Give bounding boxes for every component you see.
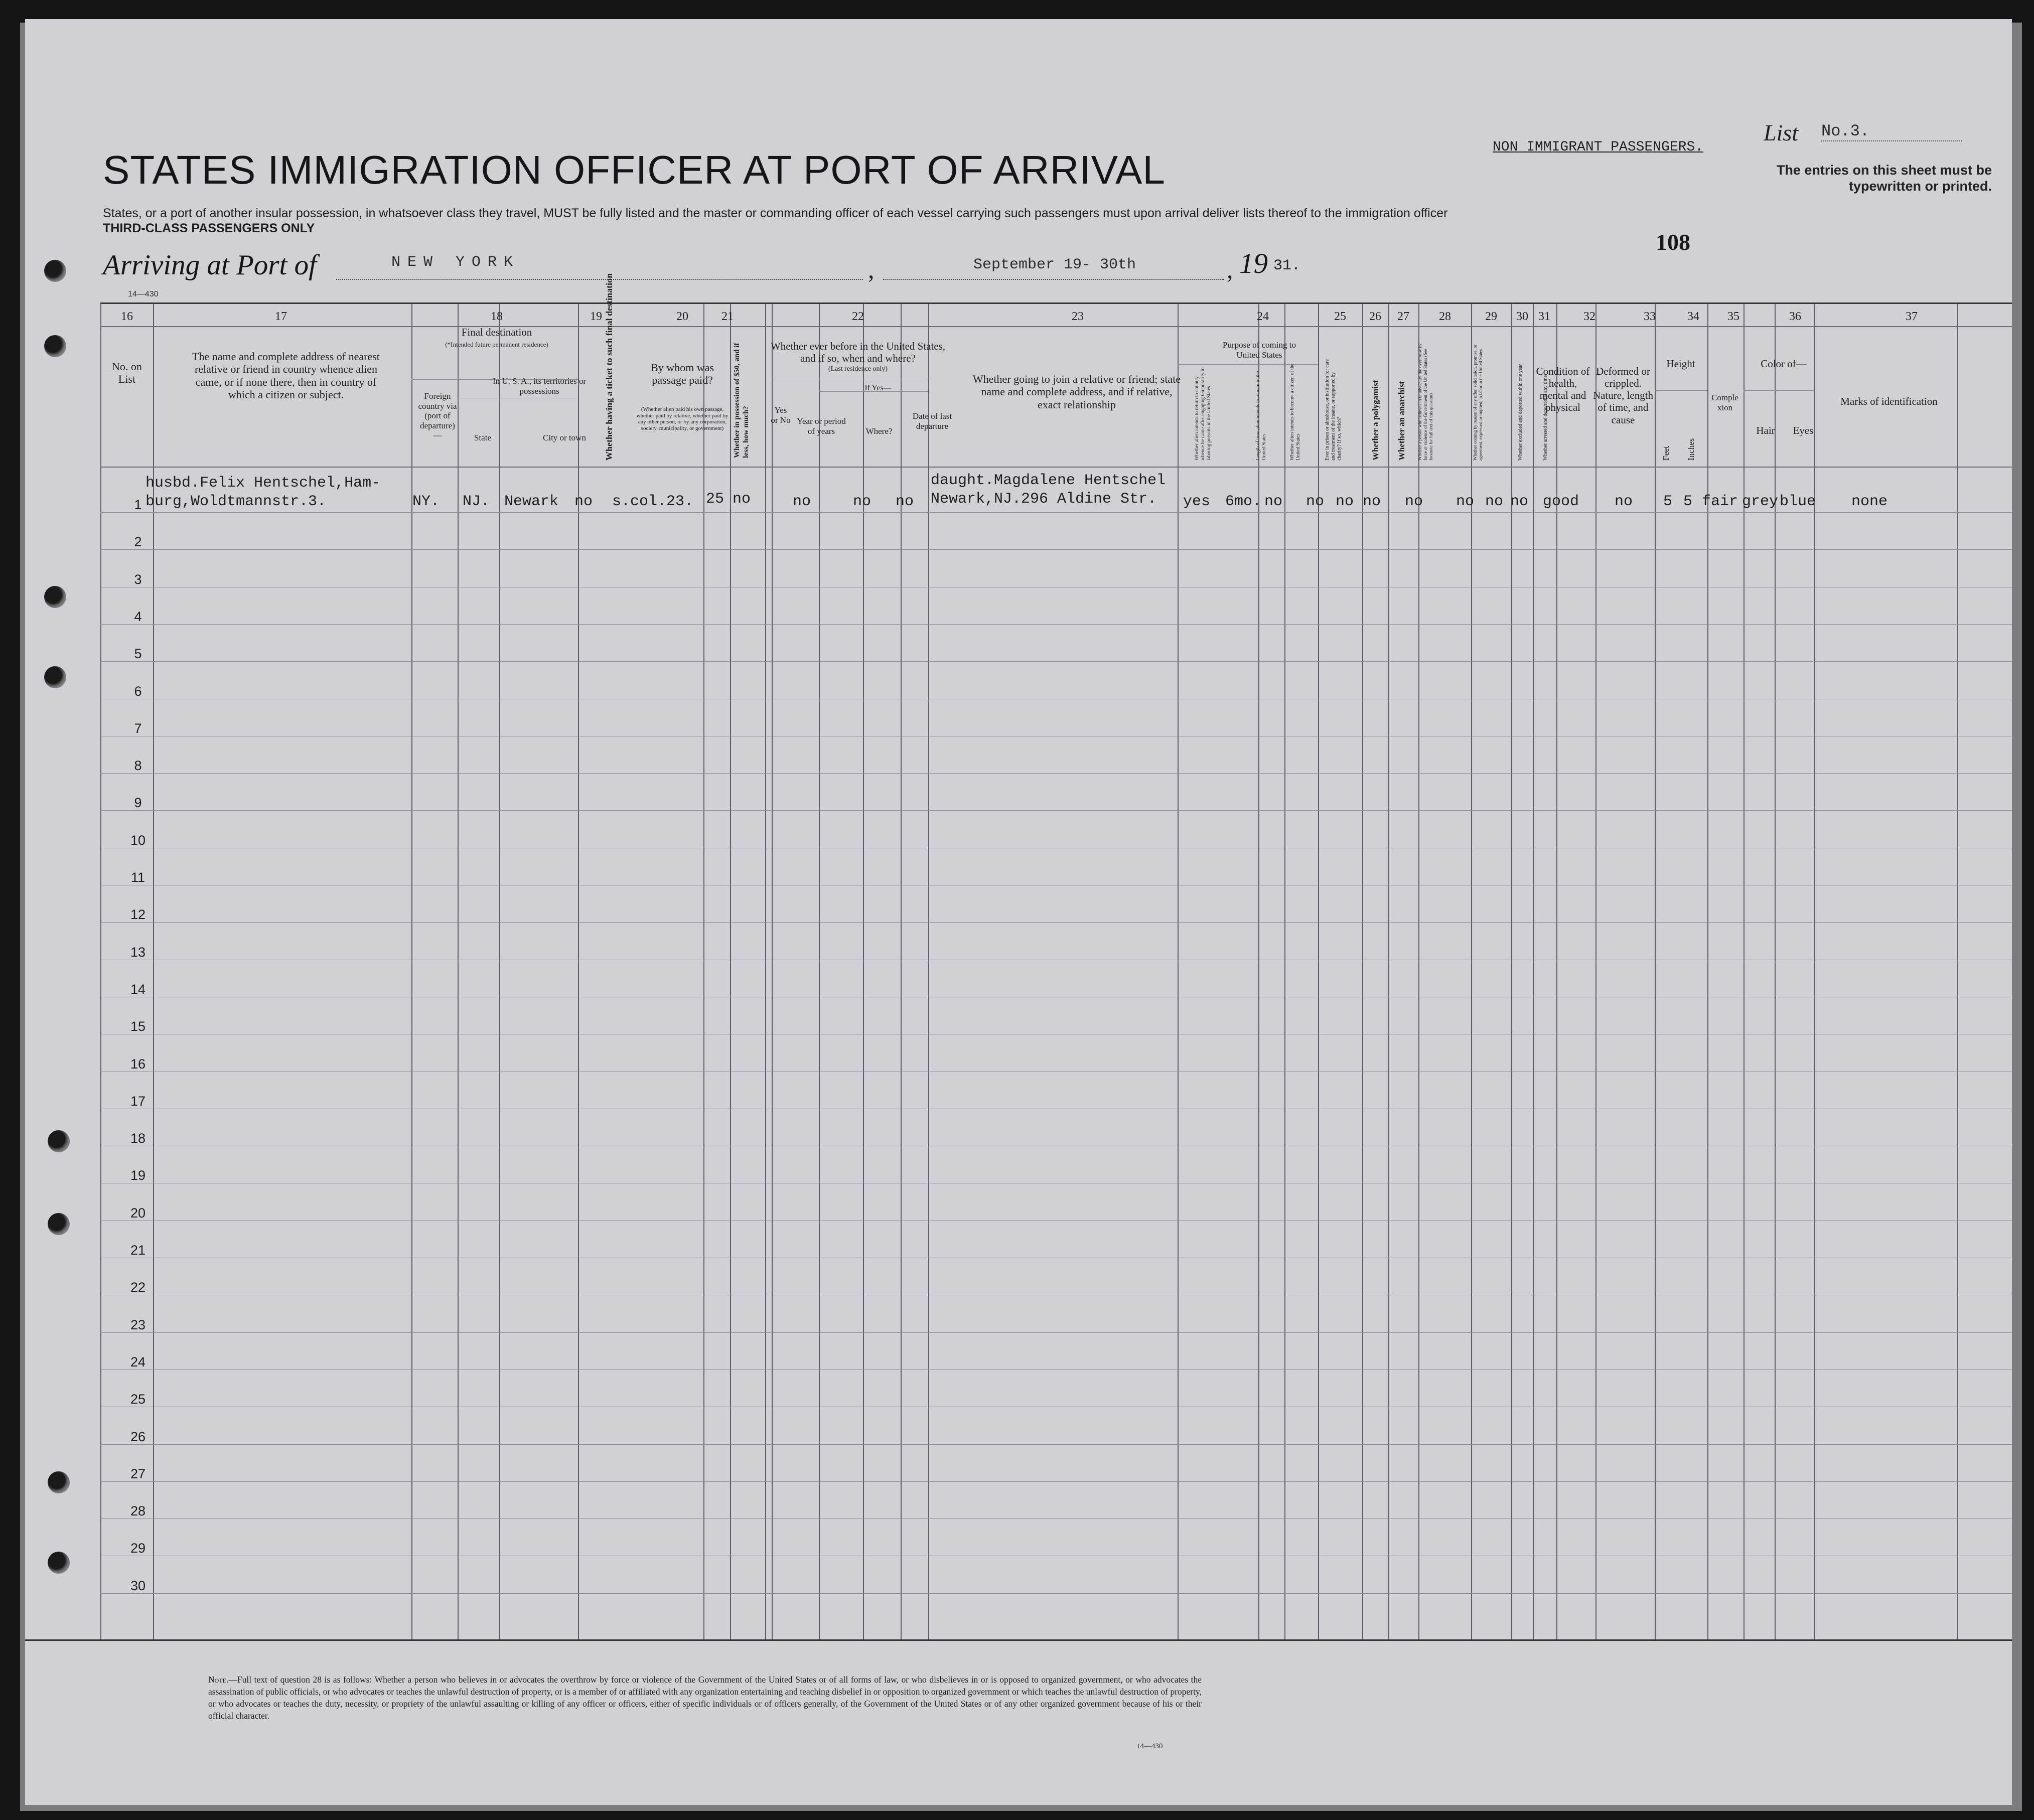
- grid-column-line: [1178, 302, 1179, 1639]
- column-number: 30: [1516, 310, 1528, 323]
- header-color: Color of—: [1761, 358, 1807, 370]
- grid-row-line: [100, 1593, 2012, 1594]
- footnote-label: Note.: [208, 1675, 229, 1685]
- header-eyes: Eyes: [1793, 424, 1814, 436]
- header-overthrow: Whether a person who believes in or advocates the overthrow by force or violence of the Government of the United States (See footnote for full text of this question): [1417, 343, 1433, 461]
- money-value: 25: [706, 491, 724, 508]
- year-period-value: no: [793, 493, 811, 510]
- header-deformed: Deformed or crippled. Nature, length of time, and cause: [1592, 365, 1654, 426]
- header-marks: Marks of identification: [1840, 395, 1938, 407]
- grid-column-line: [1284, 302, 1285, 1639]
- header-prison: Ever in prison or almshouse, or institution for care and treatment of the insane, or supported by charity? If so, which?: [1325, 359, 1342, 461]
- header-health: Condition of health, mental and physical: [1536, 365, 1590, 414]
- row-number: 14: [130, 982, 146, 997]
- column-number: 34: [1687, 310, 1699, 323]
- row-number: 13: [130, 945, 146, 960]
- header-purpose: Purpose of coming to United States: [1223, 340, 1296, 360]
- grid-row-line: [100, 661, 2012, 662]
- grid-column-line: [765, 302, 766, 1639]
- join-relative-line1: daught.Magdalene Hentschel: [931, 472, 1166, 489]
- grid-column-line: [499, 302, 500, 1639]
- header-join-relative: Whether going to join a relative or friend; state name and complete address, and if relative, exact relationship: [972, 373, 1181, 411]
- arrested-value: no: [1510, 493, 1529, 510]
- passage-paid-value: s.col.23.: [612, 493, 694, 510]
- header-no-on-list: No. on List: [112, 360, 142, 386]
- header-purpose-citizen: Whether alien intends to become a citizen of the United States: [1289, 363, 1301, 461]
- row-number: 10: [130, 833, 146, 848]
- row-number: 9: [134, 795, 142, 810]
- row-number: 30: [130, 1578, 146, 1593]
- grid-row-line: [100, 1444, 2012, 1445]
- column-number: 32: [1583, 310, 1595, 323]
- header-relative-address: The name and complete address of nearest relative or friend in country whence alien came, or if none there, then in country of which a citizen or subject.: [192, 350, 380, 401]
- column-number: 21: [721, 310, 734, 323]
- header-passage-paid: By whom was passage paid?: [651, 361, 714, 387]
- list-number: No.3.: [1821, 122, 1962, 141]
- grid-column-line: [1533, 302, 1534, 1639]
- port-field: NEW YORK: [336, 255, 863, 280]
- row-number: 28: [130, 1503, 146, 1519]
- row-number: 21: [130, 1243, 146, 1258]
- list-label: List: [1764, 120, 1799, 145]
- header-if-yes: If Yes—: [864, 384, 892, 392]
- row-number: 20: [130, 1205, 146, 1221]
- row-number: 7: [134, 721, 142, 736]
- column-number: 26: [1369, 310, 1381, 323]
- column-number: 29: [1485, 310, 1497, 323]
- header-city: City or town: [543, 433, 586, 442]
- eyes-value: blue: [1780, 493, 1816, 510]
- overthrow-value: no: [1405, 493, 1423, 510]
- manifest-sheet: [25, 19, 2012, 1805]
- row-number: 1: [134, 497, 142, 512]
- non-immigrant-label: NON IMMIGRANT PASSENGERS.: [1493, 139, 1704, 155]
- ever-before-value: no: [733, 491, 751, 508]
- column-number: 19: [590, 310, 602, 323]
- column-number: 22: [852, 310, 864, 323]
- header-inches: Inches: [1686, 438, 1696, 461]
- grid-header-line: [100, 326, 2012, 327]
- header-foreign-country: Foreign country via (port of departure)—: [418, 391, 457, 440]
- grid-row-line: [100, 922, 2012, 923]
- hair-value: grey: [1742, 493, 1779, 510]
- header-height: Height: [1666, 358, 1695, 370]
- header-final-destination-note: (*Intended future permanent residence): [445, 341, 548, 348]
- row-number: 2: [134, 534, 142, 549]
- prison-value: no: [1306, 493, 1325, 510]
- date-field: September 19- 30th: [883, 255, 1224, 280]
- excluded-value: no: [1485, 493, 1504, 510]
- footnote-code: 14—430: [1136, 1742, 1163, 1750]
- header-year-period: Year or period of years: [797, 416, 846, 436]
- row-number: 19: [130, 1168, 146, 1183]
- city-value: Newark: [504, 493, 559, 510]
- comma-separator: ,: [1227, 255, 1233, 283]
- marks-value: none: [1851, 493, 1888, 510]
- header-state: State: [474, 433, 491, 442]
- row-number: 15: [130, 1019, 146, 1034]
- header-arrested: Whether arrested and deported at any time: [1543, 375, 1548, 461]
- grid-row-line: [100, 512, 2012, 513]
- year-value: 31.: [1273, 257, 1301, 274]
- join-relative-line2: Newark,NJ.296 Aldine Str.: [931, 491, 1157, 508]
- header-complexion: Complexion: [1711, 393, 1738, 412]
- row-number: 17: [130, 1094, 146, 1109]
- column-number: 23: [1072, 310, 1084, 323]
- header-in-usa: In U. S. A., its territories or possessions: [492, 376, 587, 396]
- grid-header-line: [100, 467, 2012, 468]
- row-number: 12: [130, 907, 146, 922]
- column-number: 31: [1538, 310, 1550, 323]
- header-where: Where?: [865, 426, 893, 436]
- page-number: 108: [1656, 229, 1690, 255]
- column-number: 28: [1439, 310, 1451, 323]
- grid-column-line: [1957, 302, 1958, 1639]
- grid-row-line: [100, 1332, 2012, 1333]
- grid-header-line: [100, 302, 2012, 304]
- date-departure-value: no: [896, 493, 914, 510]
- arriving-label: Arriving at Port of: [103, 249, 317, 281]
- footnote: [208, 1674, 1202, 1722]
- row-number: 26: [130, 1429, 146, 1444]
- grid-column-line: [928, 302, 929, 1639]
- grid-bottom-line: [25, 1639, 2012, 1641]
- grid-row-line: [100, 810, 2012, 811]
- grid-row-line: [100, 624, 2012, 625]
- header-ever-before: Whether ever before in the United States, and if so, when and where?: [770, 340, 946, 365]
- footnote-text: —Full text of question 28 is as follows: Whether a person who believes in or advocates the overthrow by force or violence of the Government of the United States or of all forms of law, or who disbelieves in or is opposed to organized government, or who advocates the assassination of public officials, or who advocates or teaches the unlawful destruction of property, or is a member of or affiliated with any organization entertaining and teaching disbelief in or opposition to organized government or which teaches the unlawful destruction of property, or who advocates or teaches the duty, necessity, or propriety of the unlawful assaulting or killing of any officer or officers, either of specific individuals or of officers generally, of the Government of the United States or of any other organized government because of his or their official character.: [208, 1675, 1202, 1721]
- column-number: 18: [491, 310, 503, 323]
- row-number: 11: [130, 870, 146, 885]
- row-number: 8: [134, 758, 142, 773]
- subtitle-line: States, or a port of another insular possession, in whatsoever class they travel, MUST be fully listed and the master or commanding officer of each vessel carrying such passengers must upon arrival deliver lists thereof to the immigration officer: [103, 206, 1448, 220]
- ticket-value: no: [574, 493, 593, 510]
- grid-column-line: [458, 302, 459, 1639]
- where-value: no: [853, 493, 871, 510]
- header-ever-before-note: (Last residence only): [828, 365, 888, 373]
- relative-address-line1: husbd.Felix Hentschel,Ham-: [146, 475, 381, 492]
- header-polygamist: Whether a polygamist: [1371, 380, 1380, 461]
- header-yes-no: Yes or No: [771, 405, 791, 425]
- grid-row-line: [100, 549, 2012, 550]
- header-feet: Feet: [1661, 445, 1671, 461]
- grid-column-line: [1655, 302, 1656, 1639]
- row-number: 23: [130, 1317, 146, 1332]
- grid-row-line: [100, 1481, 2012, 1482]
- header-money: Whether in possession of $50, and if less, how much?: [733, 343, 750, 458]
- row-number: 18: [130, 1131, 146, 1146]
- grid-subheader-line: [1655, 390, 1707, 391]
- column-number: 17: [275, 310, 287, 323]
- header-excluded: Whether excluded and deported within one year: [1518, 364, 1523, 461]
- header-hair: Hair: [1756, 424, 1775, 436]
- grid-column-line: [1388, 302, 1389, 1639]
- row-number: 29: [130, 1541, 146, 1556]
- manifest-grid: [25, 19, 2012, 1805]
- header-ticket: Whether having a ticket to such final destination: [604, 273, 614, 461]
- header-offer: Whether coming by reason of any offer, solicitation, promise, or agreement, expressed or implied, to labor in the United States: [1473, 344, 1483, 461]
- row-number: 3: [134, 572, 142, 587]
- state-value: NJ.: [463, 493, 490, 510]
- anarchist-value: no: [1363, 493, 1381, 510]
- complexion-value: fair: [1702, 493, 1738, 510]
- row-number: 4: [134, 609, 142, 624]
- column-number: 24: [1257, 310, 1269, 323]
- header-anarchist: Whether an anarchist: [1397, 381, 1406, 461]
- form-code: 14—430: [128, 290, 159, 298]
- header-final-destination: Final destination: [461, 326, 532, 338]
- column-number: 37: [1906, 310, 1918, 323]
- grid-row-line: [100, 773, 2012, 774]
- row-number: 27: [130, 1466, 146, 1481]
- grid-column-line: [1595, 302, 1596, 1639]
- column-number: 33: [1644, 310, 1656, 323]
- row-number: 6: [134, 684, 142, 699]
- return-intent-value: yes: [1183, 493, 1211, 510]
- row-number: 5: [134, 646, 142, 661]
- inches-value: 5: [1683, 493, 1693, 510]
- length-stay-value: 6mo.: [1225, 493, 1262, 510]
- header-date-departure: Date of last departure: [912, 411, 952, 431]
- foreign-country-value: NY.: [412, 493, 440, 510]
- column-number: 20: [676, 310, 688, 323]
- row-number: 24: [130, 1354, 146, 1370]
- grid-column-line: [819, 302, 820, 1639]
- polygamist-value: no: [1336, 493, 1354, 510]
- header-passage-note: (Whether alien paid his own passage, whether paid by relative, whether paid by any other person, or by any corporation, society, municipality, or government): [636, 406, 729, 431]
- row-number: 25: [130, 1392, 146, 1407]
- row-number: 22: [130, 1280, 146, 1295]
- grid-column-line: [703, 302, 704, 1639]
- column-number: 25: [1334, 310, 1346, 323]
- subtitle-class: THIRD-CLASS PASSENGERS ONLY: [103, 221, 315, 235]
- column-number: 27: [1397, 310, 1409, 323]
- header-purpose-length: Length of time alien intends to remain in the United States: [1255, 371, 1267, 461]
- grid-column-line: [772, 302, 773, 1639]
- feet-value: 5: [1663, 493, 1673, 510]
- citizen-intent-value: no: [1264, 493, 1283, 510]
- header-purpose-return: Whether alien intends to return to country whence he came after engaging temporarily in laboring pursuits in the United States: [1194, 367, 1212, 461]
- comma-separator: ,: [868, 255, 875, 283]
- column-number: 36: [1789, 310, 1801, 323]
- deformed-value: no: [1615, 493, 1633, 510]
- year-prefix: 19: [1239, 248, 1268, 279]
- health-value: good: [1543, 493, 1579, 510]
- grid-subheader-line: [1744, 390, 1814, 391]
- row-number: 16: [130, 1056, 146, 1072]
- entries-note: The entries on this sheet must be typewritten or printed.: [1776, 163, 1992, 194]
- column-number: 35: [1727, 310, 1739, 323]
- offer-value: no: [1456, 493, 1475, 510]
- grid-column-line: [730, 302, 731, 1639]
- relative-address-line2: burg,Woldtmannstr.3.: [146, 493, 327, 510]
- grid-column-line: [100, 302, 101, 1639]
- page-title: STATES IMMIGRATION OFFICER AT PORT OF ARRIVAL: [103, 147, 1166, 192]
- column-number: 16: [121, 310, 133, 323]
